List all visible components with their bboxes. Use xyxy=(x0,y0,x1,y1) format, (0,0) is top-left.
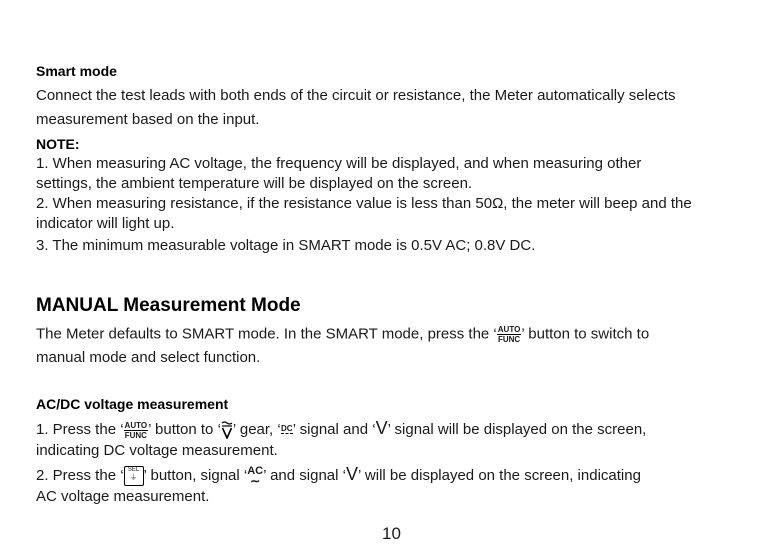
dc-label: DC xyxy=(280,424,293,434)
manual-line-1b: ’ button to switch to xyxy=(521,325,650,343)
v-signal: V xyxy=(375,418,388,438)
page-number: 10 xyxy=(382,524,401,543)
auto-func-symbol-2 xyxy=(124,421,149,440)
p2d: ’ will be displayed on the screen, indicating xyxy=(357,467,641,484)
smart-mode-heading: Smart mode xyxy=(36,63,117,79)
acdc-p2-line1 xyxy=(36,464,641,489)
ac-wave-icon: ∼ xyxy=(250,474,261,489)
p1a: 1. Press the ‘ xyxy=(36,421,124,438)
manual-heading: MANUAL Measurement Mode xyxy=(36,295,301,316)
note-2b: indicator will light up. xyxy=(36,215,175,232)
note-label: NOTE: xyxy=(36,136,80,152)
p1e: ’ signal will be displayed on the screen, xyxy=(387,421,647,438)
dc-signal-icon xyxy=(281,424,293,436)
p1d: ’ signal and ‘ xyxy=(292,421,376,438)
note-1b: settings, the ambient temperature will be displayed on the screen. xyxy=(36,175,473,192)
p2a: 2. Press the ‘ xyxy=(36,467,124,484)
note-2a: 2. When measuring resistance, if the resistance value is less than 50Ω, the meter will beep and the xyxy=(36,195,692,212)
p1b: ’ button to ‘ xyxy=(148,421,221,438)
func-label: FUNC xyxy=(497,335,521,344)
v-ac-dc-gear-icon xyxy=(221,421,233,439)
p1c: ’ gear, ‘ xyxy=(232,421,281,438)
v-gear-svg xyxy=(221,421,233,439)
smart-line-2: measurement based on the input. xyxy=(36,111,260,128)
smart-line-1: Connect the test leads with both ends of the circuit or resistance, the Meter automatically selects xyxy=(36,87,676,104)
sel-button-icon xyxy=(124,466,144,486)
ac-label: AC xyxy=(247,465,264,478)
manual-line-1a: The Meter defaults to SMART mode. In the SMART mode, press the ‘ xyxy=(36,325,497,343)
auto-func-symbol xyxy=(497,325,522,344)
p2c: ’ and signal ‘ xyxy=(263,467,346,484)
acdc-heading: AC/DC voltage measurement xyxy=(36,396,229,412)
ac-signal-icon xyxy=(247,465,264,489)
note-1a: 1. When measuring AC voltage, the frequency will be displayed, and when measuring other xyxy=(36,155,642,172)
p2b: ’ button, signal ‘ xyxy=(143,467,248,484)
sel-label: SEL xyxy=(127,467,140,474)
acdc-p1-line2: indicating DC voltage measurement. xyxy=(36,442,278,459)
auto-label: AUTO xyxy=(497,325,521,334)
manual-line-1 xyxy=(36,325,649,344)
manual-line-2: manual mode and select function. xyxy=(36,349,261,366)
func-label-2: FUNC xyxy=(124,430,147,440)
dc-dash xyxy=(281,433,293,436)
note-3: 3. The minimum measurable voltage in SMART mode is 0.5V AC; 0.8V DC. xyxy=(36,237,536,254)
acdc-p2-line2: AC voltage measurement. xyxy=(36,488,210,505)
lamp-icon: ⏚ xyxy=(129,473,138,483)
acdc-p1-line1 xyxy=(36,418,646,440)
v-signal-2: V xyxy=(345,464,358,484)
auto-label-2: AUTO xyxy=(124,420,148,430)
